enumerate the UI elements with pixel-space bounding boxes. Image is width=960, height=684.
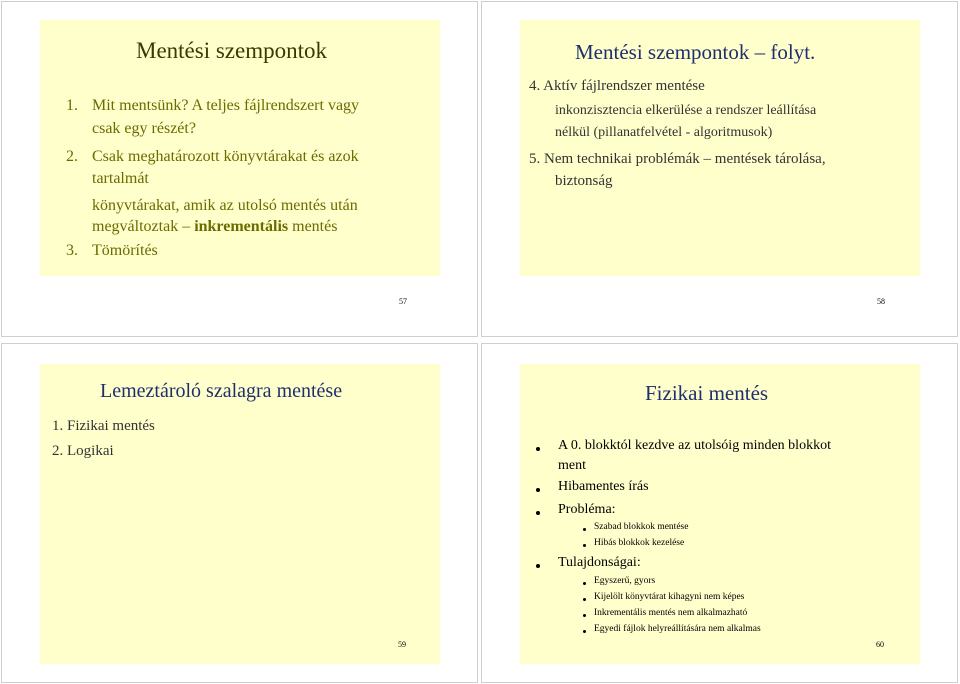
slide-57-item3-num: 3.	[66, 242, 78, 259]
slide-57-title: Mentési szempontok	[136, 38, 327, 63]
bullet-dot-icon	[536, 511, 540, 515]
bullet-dot-icon	[536, 488, 540, 492]
slide-58-title: Mentési szempontok – folyt.	[575, 40, 816, 64]
slide-59-page-number: 59	[398, 640, 406, 649]
slide-60-bullet3-sub1: Szabad blokkok mentése	[594, 522, 689, 532]
slide-57-item2-num: 2.	[66, 148, 78, 165]
slide-panel-60	[481, 343, 958, 683]
slide-57-item2-line3: könyvtárakat, amik az utolsó mentés után	[92, 197, 358, 214]
slide-58-item5-line1: 5. Nem technikai problémák – mentések tárolása,	[529, 151, 826, 167]
sub-bullet-dot-icon	[583, 528, 586, 531]
slide-59-background	[40, 364, 440, 664]
bullet-dot-icon	[536, 447, 540, 451]
slide-58-item4-sub2: nélkül (pillanatfelvétel - algoritmusok)	[555, 125, 773, 140]
sub-bullet-dot-icon	[583, 598, 586, 601]
slide-60-bullet4: Tulajdonságai:	[558, 555, 641, 570]
slide-60-bullet4-sub2: Kijelölt könyvtárat kihagyni nem képes	[594, 592, 745, 602]
slide-60-bullet1-line1: A 0. blokktól kezdve az utolsóig minden blokkot	[558, 438, 831, 453]
slide-57-item3-line1: Tömörítés	[92, 242, 158, 259]
slide-57-item2-line1: Csak meghatározott könyvtárakat és azok	[92, 148, 359, 165]
slide-57-item1-line2: csak egy részét?	[92, 120, 196, 137]
slide-57-item2-line4-a: megváltoztak –	[92, 218, 195, 235]
slide-60-bullet2: Hibamentes írás	[558, 479, 649, 494]
slide-60-bullet4-sub1: Egyszerű, gyors	[594, 576, 656, 586]
slide-panel-58	[481, 1, 958, 337]
slide-57-item2-line4	[92, 218, 337, 236]
sub-bullet-dot-icon	[583, 544, 586, 547]
slide-60-title: Fizikai mentés	[645, 381, 769, 405]
sub-bullet-dot-icon	[583, 582, 586, 585]
slide-60-bullet4-sub4: Egyedi fájlok helyreállítására nem alkalmas	[594, 624, 761, 634]
slide-59-item1: 1. Fizikai mentés	[52, 418, 155, 434]
slide-59-title: Lemeztároló szalagra mentése	[100, 380, 343, 402]
sub-bullet-dot-icon	[583, 630, 586, 633]
slide-panel-57	[1, 1, 478, 337]
bullet-dot-icon	[536, 564, 540, 568]
slide-57-item2-line4-c: mentés	[288, 218, 338, 235]
slide-57-page-number: 57	[399, 297, 407, 306]
sub-bullet-dot-icon	[583, 614, 586, 617]
slide-60-bullet1-line2: ment	[558, 458, 586, 473]
slide-58-page-number: 58	[877, 297, 885, 306]
slide-60-page-number: 60	[876, 640, 884, 649]
slide-57-item1-num: 1.	[66, 97, 78, 114]
slide-57-item2-line2: tartalmát	[92, 170, 149, 187]
slide-60-bullet3: Probléma:	[558, 502, 616, 517]
slide-panel-59	[1, 343, 478, 683]
slide-57-keyword-inkrementalis: inkrementális	[194, 218, 289, 235]
slide-60-bullet4-sub3: Inkrementális mentés nem alkalmazható	[594, 608, 748, 618]
slide-59-item2: 2. Logikai	[52, 443, 114, 459]
slide-58-item4-sub1: inkonzisztencia elkerülése a rendszer leállítása	[555, 103, 817, 118]
slide-58-item5-line2: biztonság	[555, 173, 613, 189]
slide-58-item4: 4. Aktív fájlrendszer mentése	[529, 78, 705, 94]
slide-57-item1-line1: Mit mentsünk? A teljes fájlrendszert vagy	[92, 97, 360, 114]
slide-60-bullet3-sub2: Hibás blokkok kezelése	[594, 538, 685, 548]
